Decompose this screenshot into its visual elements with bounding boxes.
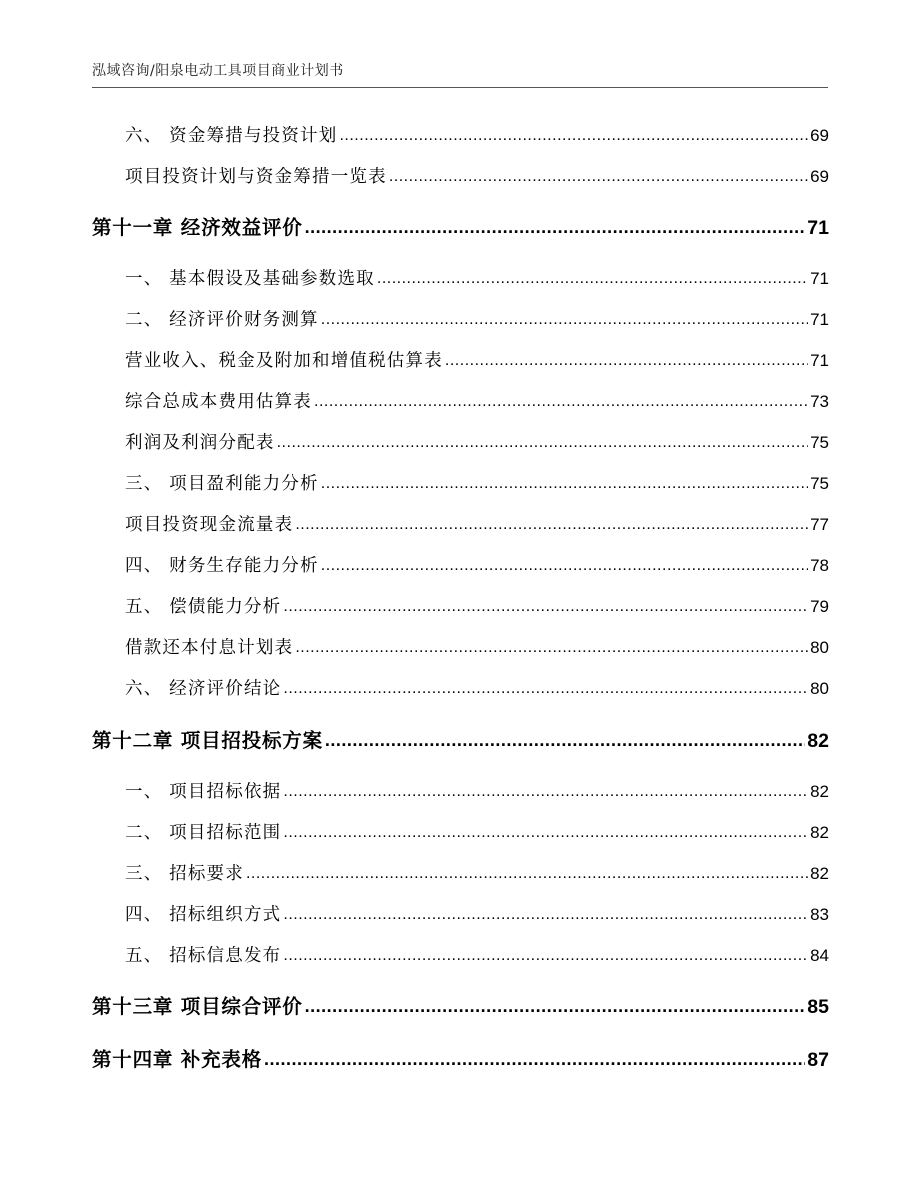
toc-dot-leader — [264, 1047, 805, 1070]
toc-entry[interactable] — [0, 347, 829, 372]
toc-entry[interactable] — [0, 388, 829, 413]
toc-dot-leader — [283, 822, 808, 842]
toc-entry[interactable] — [0, 122, 829, 147]
toc-entry-label: 项目投资计划与资金筹措一览表 — [125, 167, 387, 187]
toc-entry[interactable] — [0, 306, 829, 331]
toc-dot-leader — [321, 309, 808, 329]
toc-page-number: 80 — [810, 638, 829, 657]
toc-entry[interactable] — [0, 163, 829, 188]
toc-entry-label: 项目投资现金流量表 — [125, 515, 294, 535]
toc-page-number: 71 — [810, 269, 829, 288]
toc-chapter-entry[interactable] — [0, 725, 829, 753]
toc-page-number: 79 — [810, 597, 829, 616]
toc-chapter-entry[interactable] — [0, 212, 829, 240]
running-header: 泓域咨询/阳泉电动工具项目商业计划书 — [92, 63, 344, 79]
toc-page-number: 84 — [810, 946, 829, 965]
toc-page-number: 83 — [810, 905, 829, 924]
toc-entry[interactable] — [0, 778, 829, 803]
toc-page-number: 71 — [810, 310, 829, 329]
toc-dot-leader — [283, 945, 808, 965]
toc-chapter-label: 第十三章 项目综合评价 — [92, 995, 303, 1018]
toc-dot-leader — [314, 391, 808, 411]
toc-page-number: 82 — [810, 864, 829, 883]
toc-dot-leader — [321, 473, 808, 493]
toc-entry[interactable] — [0, 819, 829, 844]
toc-page-number: 82 — [807, 730, 829, 752]
toc-dot-leader — [295, 514, 808, 534]
toc-page-number: 85 — [807, 996, 829, 1018]
toc-dot-leader — [283, 781, 808, 801]
toc-entry[interactable] — [0, 942, 829, 967]
toc-entry[interactable] — [0, 511, 829, 536]
toc-dot-leader — [325, 728, 805, 751]
toc-chapter-label: 第十二章 项目招投标方案 — [92, 729, 323, 752]
toc-chapter-entry[interactable] — [0, 991, 829, 1019]
toc-entry-label: 六、 资金筹措与投资计划 — [125, 126, 338, 146]
toc-entry-label: 五、 招标信息发布 — [125, 946, 282, 966]
toc-entry[interactable] — [0, 860, 829, 885]
toc-entry-label: 三、 招标要求 — [125, 864, 244, 884]
toc-entry-label: 一、 基本假设及基础参数选取 — [125, 269, 375, 289]
toc-page-number: 78 — [810, 556, 829, 575]
toc-dot-leader — [305, 994, 806, 1017]
toc-page-number: 71 — [807, 217, 829, 239]
toc-page-number: 71 — [810, 351, 829, 370]
toc-entry[interactable] — [0, 634, 829, 659]
toc-page-number: 69 — [810, 126, 829, 145]
toc-page-number: 73 — [810, 392, 829, 411]
toc-entry[interactable] — [0, 265, 829, 290]
toc-entry-label: 三、 项目盈利能力分析 — [125, 474, 319, 494]
toc-page-number: 69 — [810, 167, 829, 186]
toc-entry-label: 四、 招标组织方式 — [125, 905, 282, 925]
toc-dot-leader — [389, 166, 808, 186]
toc-dot-leader — [246, 863, 808, 883]
toc-page-number: 82 — [810, 782, 829, 801]
toc-page-number: 75 — [810, 433, 829, 452]
toc-entry-label: 五、 偿债能力分析 — [125, 597, 282, 617]
toc-page-number: 77 — [810, 515, 829, 534]
toc-entry[interactable] — [0, 552, 829, 577]
toc-page-number: 80 — [810, 679, 829, 698]
toc-entry[interactable] — [0, 593, 829, 618]
toc-page-number: 75 — [810, 474, 829, 493]
toc-chapter-entry[interactable] — [0, 1044, 829, 1072]
toc-entry-label: 综合总成本费用估算表 — [125, 392, 312, 412]
toc-page-number: 82 — [810, 823, 829, 842]
toc-entry[interactable] — [0, 675, 829, 700]
toc-dot-leader — [283, 596, 808, 616]
toc-entry-label: 利润及利润分配表 — [125, 433, 275, 453]
toc-chapter-label: 第十四章 补充表格 — [92, 1048, 262, 1071]
toc-entry-label: 一、 项目招标依据 — [125, 782, 282, 802]
toc-entry[interactable] — [0, 901, 829, 926]
toc-entry-label: 四、 财务生存能力分析 — [125, 556, 319, 576]
toc-entry-label: 二、 经济评价财务测算 — [125, 310, 319, 330]
toc-chapter-label: 第十一章 经济效益评价 — [92, 216, 303, 239]
toc-entry-label: 营业收入、税金及附加和增值税估算表 — [125, 351, 443, 371]
toc-dot-leader — [377, 268, 808, 288]
toc-dot-leader — [445, 350, 808, 370]
toc-dot-leader — [283, 678, 808, 698]
toc-entry-label: 二、 项目招标范围 — [125, 823, 282, 843]
toc-dot-leader — [295, 637, 808, 657]
toc-page-number: 87 — [807, 1049, 829, 1071]
toc-dot-leader — [277, 432, 808, 452]
toc-dot-leader — [305, 215, 806, 238]
toc-entry-label: 六、 经济评价结论 — [125, 679, 282, 699]
toc-dot-leader — [339, 125, 808, 145]
toc-dot-leader — [283, 904, 808, 924]
toc-entry-label: 借款还本付息计划表 — [125, 638, 294, 658]
toc-entry[interactable] — [0, 429, 829, 454]
toc-dot-leader — [321, 555, 808, 575]
toc-entry[interactable] — [0, 470, 829, 495]
